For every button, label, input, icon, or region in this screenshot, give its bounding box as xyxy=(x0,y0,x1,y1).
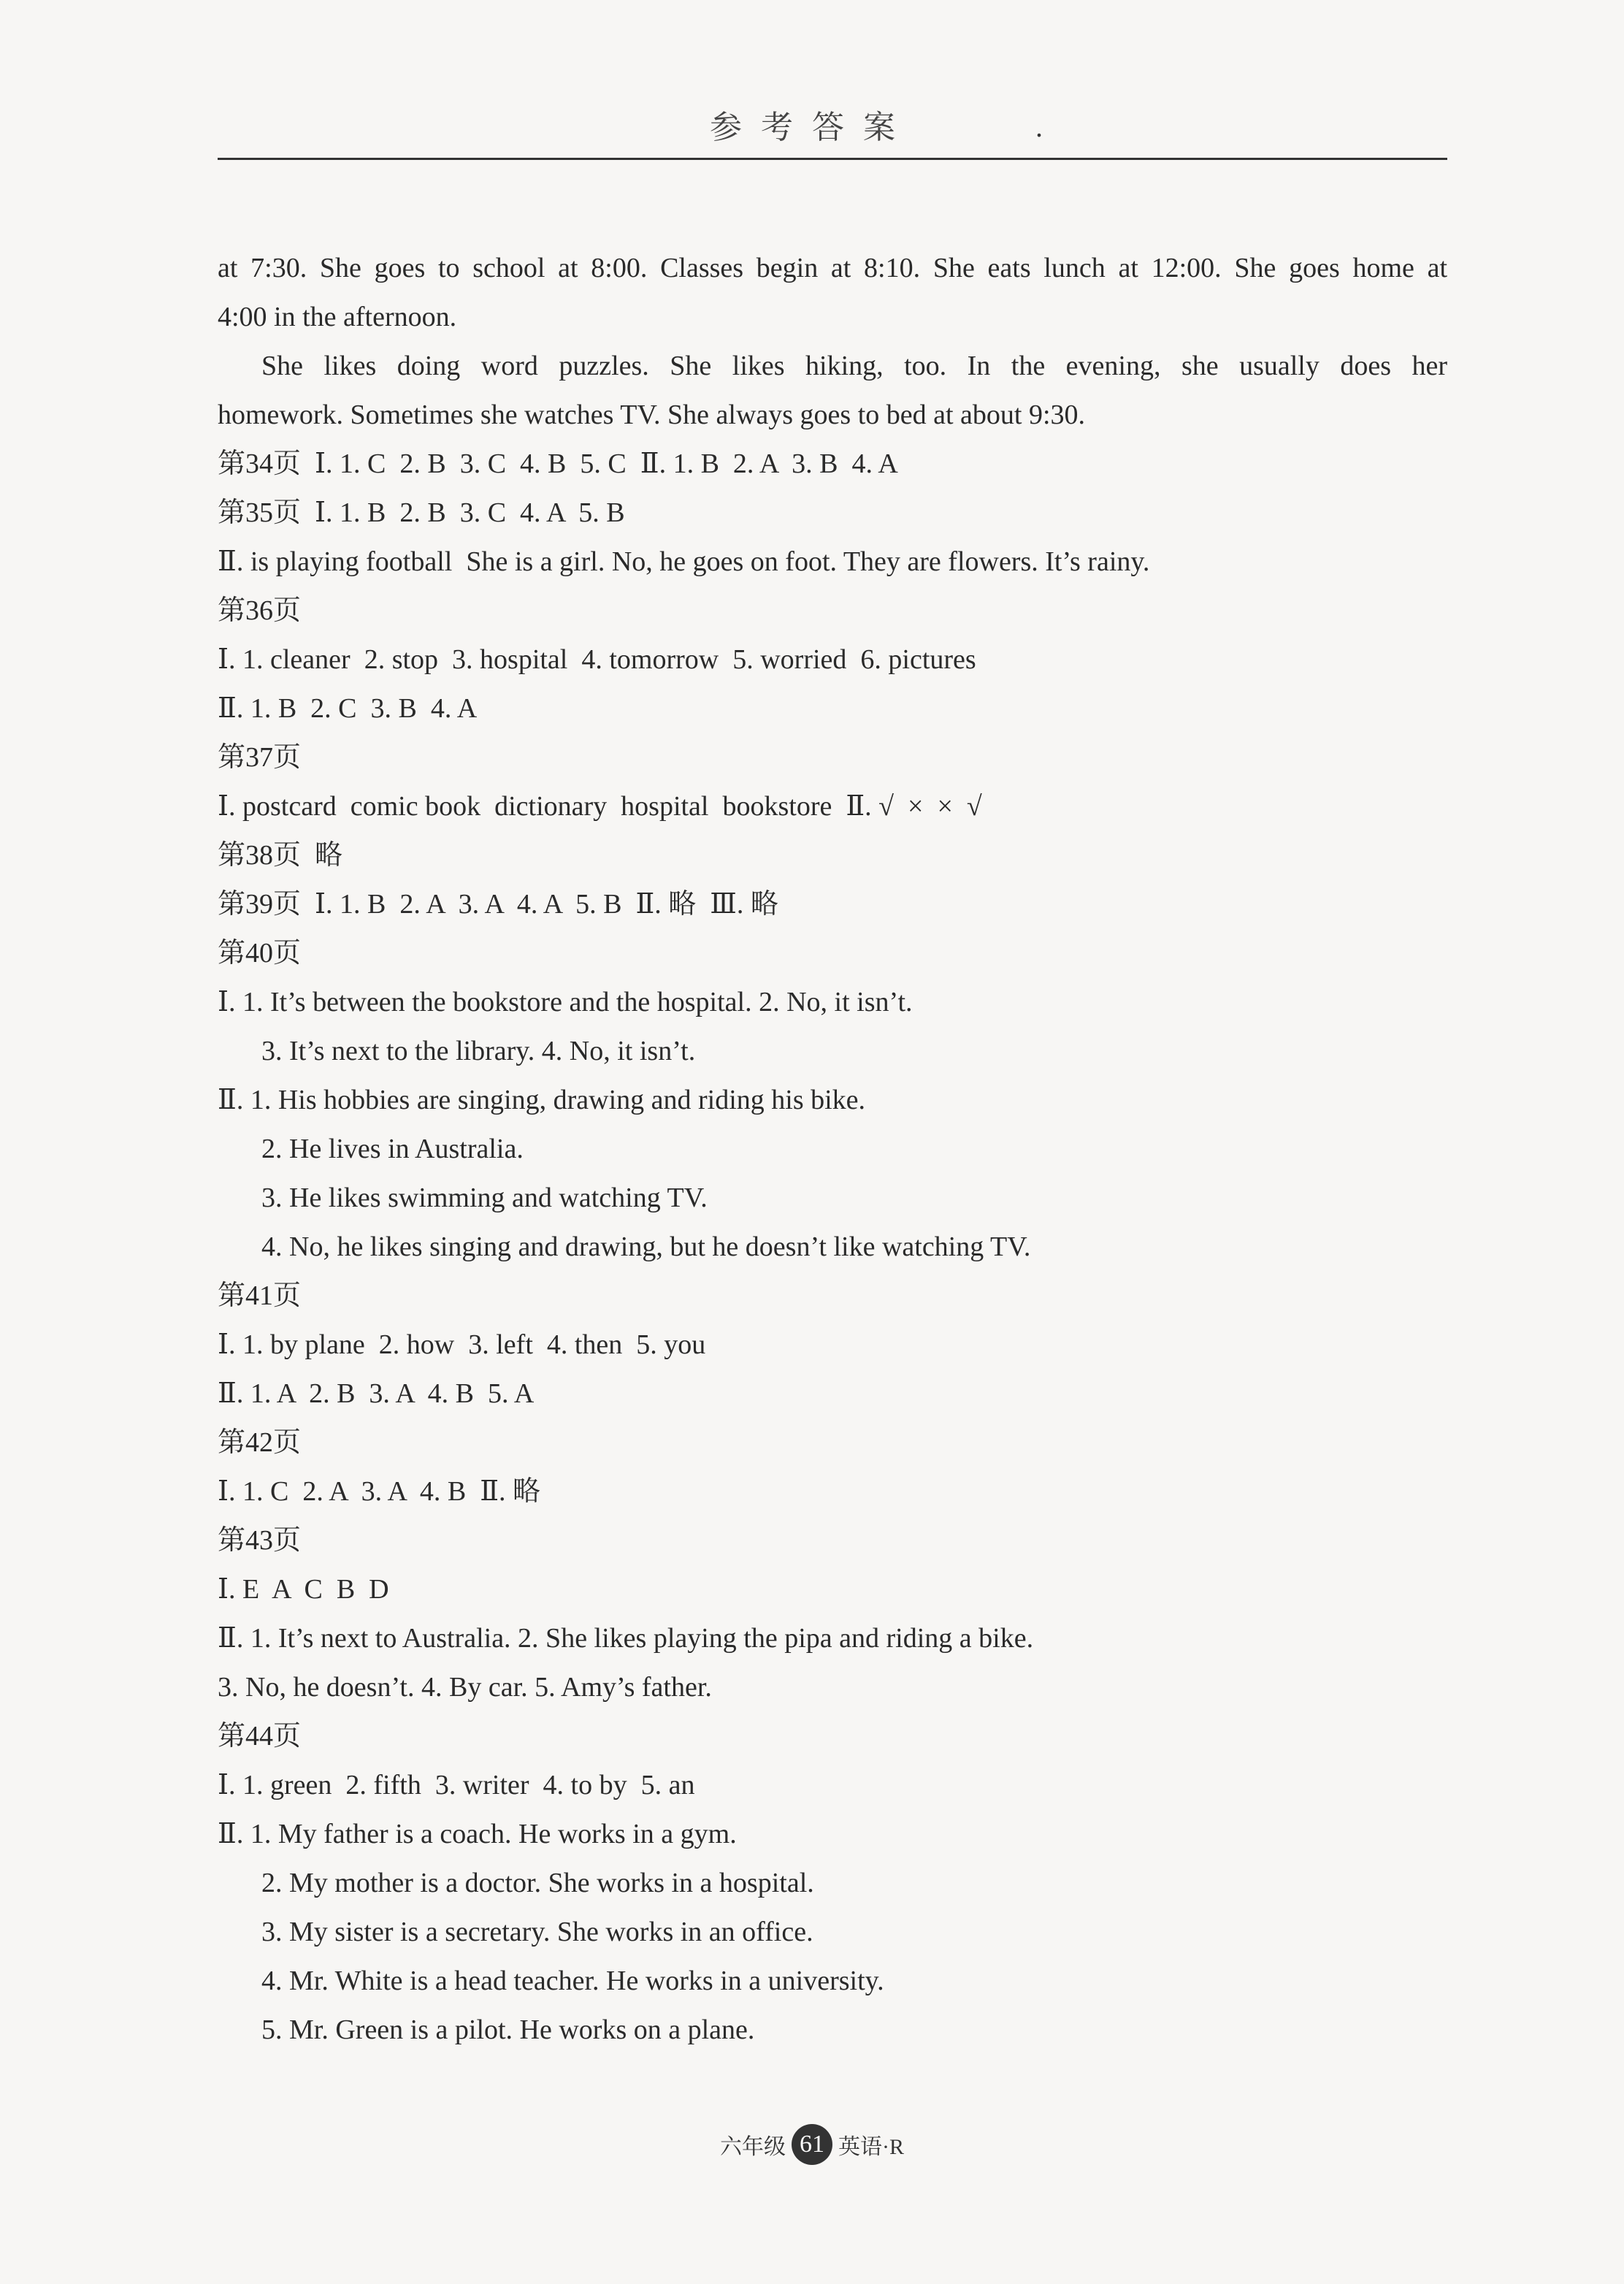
page-number: 61 xyxy=(792,2124,832,2165)
answer-line: Ⅰ. postcard comic book dictionary hospital bookstore Ⅱ. √ × × √ xyxy=(218,791,982,822)
answer-line: Ⅰ. E A C B D xyxy=(218,1574,389,1605)
answer-line: Ⅱ. 1. His hobbies are singing, drawing and riding his bike. xyxy=(218,1085,866,1115)
answer-line: 第42页 xyxy=(218,1427,302,1458)
answer-line: 2. My mother is a doctor. She works in a hospital. xyxy=(261,1868,814,1898)
answer-line: 2. He lives in Australia. xyxy=(261,1134,524,1164)
answer-line: 3. My sister is a secretary. She works in an office. xyxy=(261,1917,813,1947)
answer-line: 第38页 略 xyxy=(218,840,343,871)
answer-line: 第39页 Ⅰ. 1. B 2. A 3. A 4. A 5. B Ⅱ. 略 Ⅲ. 略 xyxy=(218,889,778,920)
answer-line: 第41页 xyxy=(218,1280,302,1311)
answer-line: Ⅱ. 1. My father is a coach. He works in a gym. xyxy=(218,1819,737,1849)
answer-line: 第36页 xyxy=(218,595,302,626)
answer-line: 第44页 xyxy=(218,1721,302,1752)
answer-line: at 7:30. She goes to school at 8:00. Classes begin at 8:10. She eats lunch at 12:00. She goes home at xyxy=(218,253,1447,283)
watermark-logo xyxy=(155,1579,182,1703)
answer-line: 第37页 xyxy=(218,742,302,773)
watermark-logo xyxy=(155,1915,182,2039)
answer-line: 3. No, he doesn’t. 4. By car. 5. Amy’s father. xyxy=(218,1672,712,1703)
footer-subject: 英语·R xyxy=(838,2135,904,2159)
answer-line: 第35页 Ⅰ. 1. B 2. B 3. C 4. A 5. B xyxy=(218,497,625,528)
header-divider xyxy=(218,158,1447,160)
answer-content xyxy=(218,244,1447,2055)
answer-line: 4. Mr. White is a head teacher. He works in a university. xyxy=(261,1966,884,1996)
answer-line: 3. It’s next to the library. 4. No, it isn’t. xyxy=(261,1036,696,1066)
answer-line: 5. Mr. Green is a pilot. He works on a plane. xyxy=(261,2014,755,2045)
answer-line: 第43页 xyxy=(218,1525,302,1556)
page-header-title: 参考答案 xyxy=(710,110,914,145)
answer-line: Ⅰ. 1. green 2. fifth 3. writer 4. to by 5. an xyxy=(218,1770,695,1800)
answer-line: She likes doing word puzzles. She likes hiking, too. In the evening, she usually does her xyxy=(261,351,1447,381)
answer-line: Ⅱ. is playing football She is a girl. No, he goes on foot. They are flowers. It’s rainy. xyxy=(218,546,1150,577)
answer-line: 第40页 xyxy=(218,938,302,969)
answer-line: Ⅰ. 1. It’s between the bookstore and the hospital. 2. No, it isn’t. xyxy=(218,987,913,1017)
answer-line: Ⅱ. 1. It’s next to Australia. 2. She likes playing the pipa and riding a bike. xyxy=(218,1623,1034,1654)
answer-line: Ⅰ. 1. cleaner 2. stop 3. hospital 4. tomorrow 5. worried 6. pictures xyxy=(218,644,976,675)
footer-grade: 六年级 xyxy=(720,2135,786,2159)
answer-line: Ⅱ. 1. A 2. B 3. A 4. B 5. A xyxy=(218,1378,535,1409)
answer-line: 4:00 in the afternoon. xyxy=(218,302,457,332)
answer-line: Ⅱ. 1. B 2. C 3. B 4. A xyxy=(218,693,478,724)
answer-line: Ⅰ. 1. by plane 2. how 3. left 4. then 5. you xyxy=(218,1329,706,1360)
header-dot: . xyxy=(1035,110,1043,143)
page-footer xyxy=(0,2124,1624,2165)
answer-line: 3. He likes swimming and watching TV. xyxy=(261,1183,708,1213)
answer-line: 第34页 Ⅰ. 1. C 2. B 3. C 4. B 5. C Ⅱ. 1. B 2. A 3. B 4. A xyxy=(218,448,898,479)
answer-line: Ⅰ. 1. C 2. A 3. A 4. B Ⅱ. 略 xyxy=(218,1476,541,1507)
answer-line: homework. Sometimes she watches TV. She always goes to bed at about 9:30. xyxy=(218,400,1086,430)
answer-line: 4. No, he likes singing and drawing, but he doesn’t like watching TV. xyxy=(261,1231,1031,1262)
